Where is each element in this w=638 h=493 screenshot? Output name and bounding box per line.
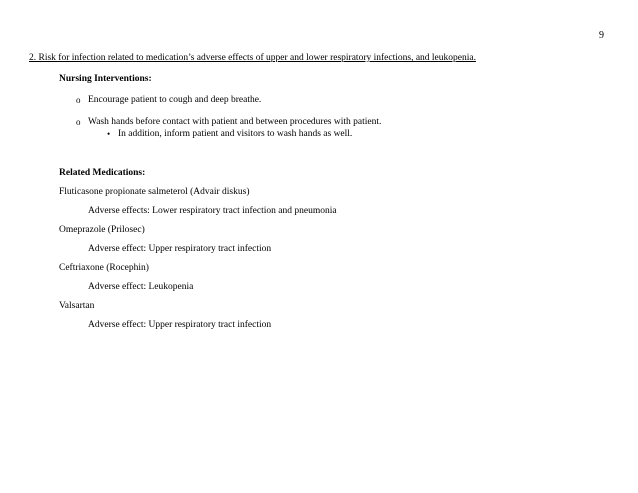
medication-adverse-effect: Adverse effect: Upper respiratory tract infection: [88, 244, 272, 254]
bullet-circle-icon: o: [76, 95, 81, 105]
intervention-item: Encourage patient to cough and deep breathe.: [88, 95, 262, 105]
medication-name: Omeprazole (Prilosec): [59, 225, 145, 235]
diagnosis-heading: 2. Risk for infection related to medication’s adverse effects of upper and lower respiratory infections, and leukopenia.: [29, 53, 476, 63]
medication-adverse-effect: Adverse effects: Lower respiratory tract infection and pneumonia: [88, 206, 337, 216]
bullet-circle-icon: o: [76, 117, 81, 127]
medication-adverse-effect: Adverse effect: Upper respiratory tract infection: [88, 320, 272, 330]
bullet-dot-icon: •: [107, 129, 111, 139]
page-number: 9: [599, 30, 604, 41]
medication-name: Ceftriaxone (Rocephin): [59, 263, 149, 273]
medication-name: Valsartan: [59, 301, 95, 311]
intervention-sub-item: In addition, inform patient and visitors to wash hands as well.: [118, 129, 353, 139]
related-medications-heading: Related Medications:: [59, 168, 146, 178]
medication-name: Fluticasone propionate salmeterol (Advair diskus): [59, 187, 250, 197]
medication-adverse-effect: Adverse effect: Leukopenia: [88, 282, 194, 292]
intervention-item: Wash hands before contact with patient and between procedures with patient.: [88, 117, 382, 127]
nursing-interventions-heading: Nursing Interventions:: [59, 74, 152, 84]
